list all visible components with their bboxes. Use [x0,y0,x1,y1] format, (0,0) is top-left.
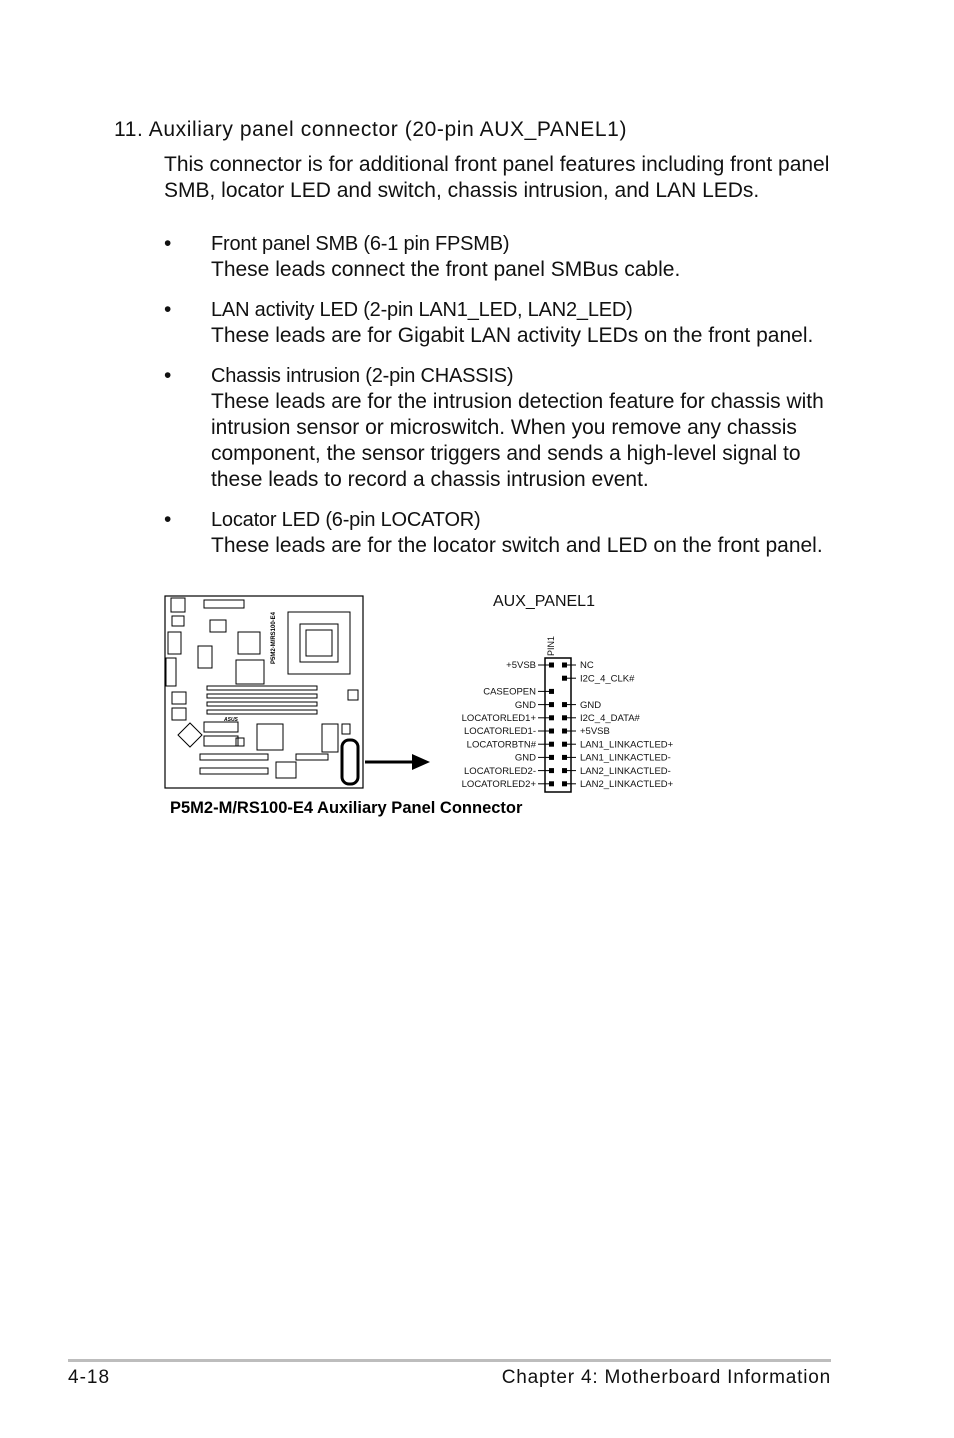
pin [549,702,554,707]
pin [549,768,554,773]
pin-label-right: I2C_4_CLK# [580,673,635,685]
pin-label-right: I2C_4_DATA# [580,713,640,724]
item-desc: These leads are for the locator switch and LED on the front panel. [211,534,823,557]
brand-label: ASUS [224,717,238,723]
pin [549,689,554,694]
pin-label-right: LAN2_LINKACTLED+ [580,779,674,790]
pin-label-left: +5VSB [506,660,536,672]
pin [549,742,554,747]
pin [549,781,554,786]
pin [549,663,554,668]
footer-rule [68,1359,831,1362]
pin1-label: PIN1 [546,635,556,656]
pin-label-left: GND [514,752,536,764]
pin [549,755,554,760]
pin-label-left: GND [514,699,536,711]
bullet-marker: • [164,364,172,387]
bullet-marker: • [164,232,172,255]
pin-label-right: GND [580,699,602,711]
pin [562,781,567,786]
pin-label-left: LOCATORLED2- [464,765,536,777]
pin-label-right: LAN2_LINKACTLED- [580,765,671,777]
pin-label-right: LAN1_LINKACTLED+ [580,739,674,751]
pin [562,729,567,734]
item-desc: These leads are for the intrusion detection feature for chassis with intrusion sensor or microswitch. When you remove any chassis component, the sensor triggers and sends a high-level signal to these leads to record a chassis intrusion event. [211,390,824,491]
section-intro: This connector is for additional front panel features including front panel SMB, locator LED and switch, chassis intrusion, and LAN LEDs. [164,153,830,202]
pointer-arrow [412,754,430,770]
pin [549,715,554,720]
pin-label-left: LOCATORLED1+ [461,713,536,724]
item-desc: These leads connect the front panel SMBus cable. [211,258,681,281]
pin-label-left: LOCATORBTN# [466,739,536,751]
pin-label-right: +5VSB [580,726,610,738]
item-title: Locator LED (6-pin LOCATOR) [211,509,481,531]
item-title: Front panel SMB (6-1 pin FPSMB) [211,233,510,255]
item-title: LAN activity LED (2-pin LAN1_LED, LAN2_LED) [211,299,633,321]
pin-label-left: LOCATORLED2+ [461,779,536,790]
bullet-marker: • [164,298,172,321]
connector-label: AUX_PANEL1 [493,593,595,610]
pin-label-right: NC [580,660,594,672]
section-title: 11. Auxiliary panel connector (20-pin AUX_PANEL1) [114,118,628,141]
footer-chapter-title: Chapter 4: Motherboard Information [501,1367,831,1388]
item-title: Chassis intrusion (2-pin CHASSIS) [211,365,514,387]
pin [562,702,567,707]
pin [562,755,567,760]
board-label: P5M2-M/RS100-E4 [271,611,277,664]
pin-label-left: LOCATORLED1- [464,726,536,738]
pin-label-right: LAN1_LINKACTLED- [580,752,671,764]
figure-caption: P5M2-M/RS100-E4 Auxiliary Panel Connector [170,799,523,817]
pin [562,742,567,747]
pin [562,663,567,668]
pin [562,676,567,681]
footer-page-number: 4-18 [68,1367,111,1388]
pin-header [462,658,674,792]
pin-label-left: CASEOPEN [483,686,536,698]
pin [562,715,567,720]
item-desc: These leads are for Gigabit LAN activity LEDs on the front panel. [211,324,814,347]
bullet-marker: • [164,508,172,531]
pin [549,729,554,734]
pin [562,768,567,773]
motherboard-diagram [165,596,363,788]
